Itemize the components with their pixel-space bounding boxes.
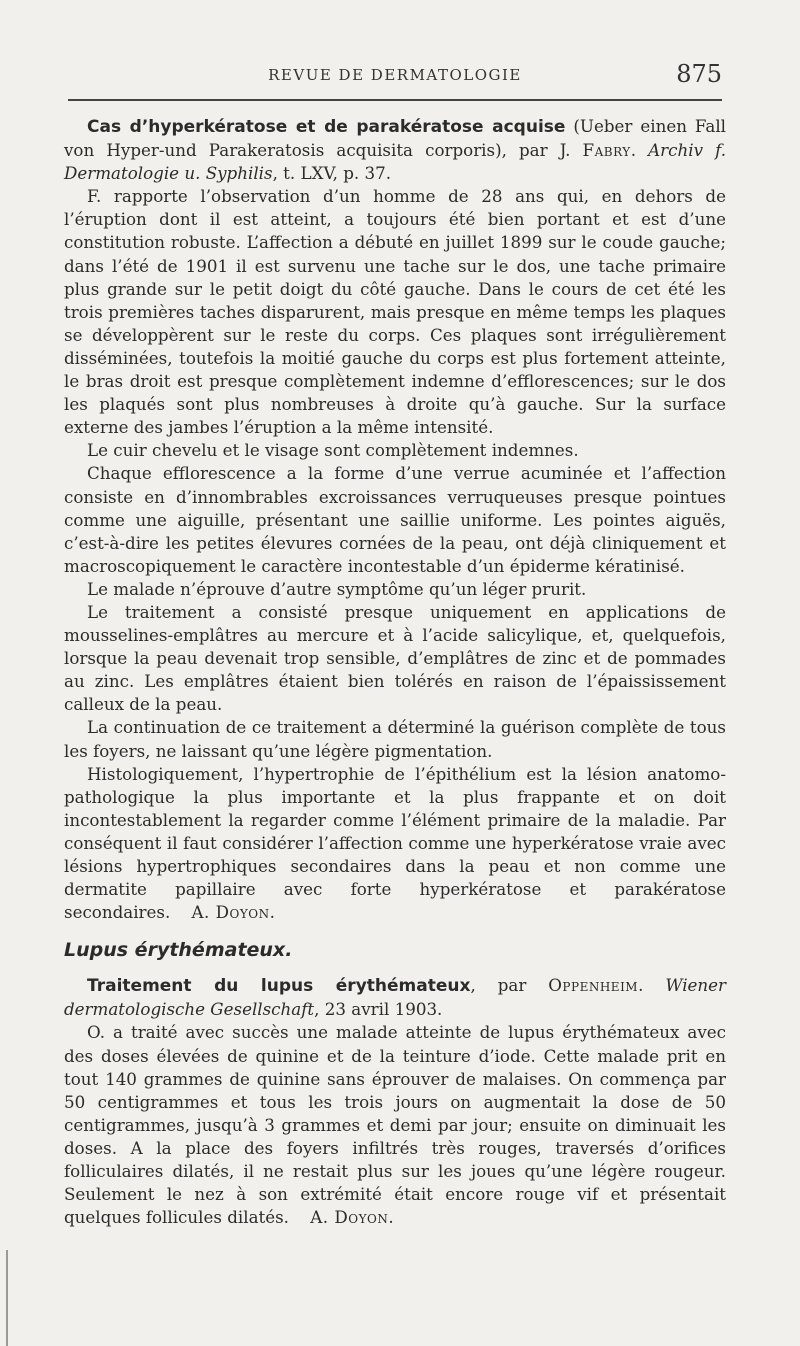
article1-paragraph-2: Le cuir chevelu et le visage sont complètement indemnes. (87, 440, 579, 461)
article1-ref-end: , t. LXV, p. 37. (272, 163, 392, 184)
article1-paragraph-3: Chaque efflorescence a la forme d’une verrue acuminée et l’affection consiste en d’innombrables excroissances verruqueuses presque pointues comme une aiguille, présentant une saillie uniforme. Les pointes aiguës, c’est-à-dire les petites élevures cornées de la peau, ont déjà cliniquement et macroscopiquement le caractère incontestable d’un épiderme kératinisé. (64, 463, 726, 576)
article1-title: Cas d’hyperkératose et de parakératose acquise (87, 117, 566, 137)
article1-ref-intro: (Ueber einen Fall von Hyper-und Parakeratosis acquisita corporis), par J. (64, 116, 726, 161)
article2-paragraph-1 (64, 1021, 726, 1229)
article2-author: Oppenheim (548, 975, 639, 996)
margin-line (6, 1250, 8, 1346)
article2-ref-end: , 23 avril 1903. (314, 999, 443, 1020)
section-heading: Lupus érythémateux. (64, 939, 293, 962)
article1-paragraph-4: Le malade n’éprouve d’autre symptôme qu’un léger prurit. (87, 578, 587, 599)
article1-paragraph-6: La continuation de ce traitement a déterminé la guérison complète de tous les foyers, ne laissant qu’une légère pigmentation. (64, 717, 726, 761)
page-header (68, 58, 722, 92)
page-content (64, 115, 726, 1229)
article2-paragraph-1-text: O. a traité avec succès une malade atteinte de lupus érythémateux avec des doses élevées de quinine et de la teinture d’iode. Cette malade prit en tout 140 grammes de quinine sans éprouver de malaises. On commença par 50 centigrammes et tous les trois jours on augmentait la dose de 50 centigrammes, jusqu’à 3 grammes et demi par jour; ensuite on diminuait les doses. A la place des foyers infiltrés très rouges, traversés d’orifices folliculaires dilatés, il ne restait plus sur les joues qu’une légère rougeur. Seulement le nez à son extrémité était encore rouge vif et présentait quelques follicules dilatés. (64, 1022, 726, 1228)
article2-journal: Wiener dermatologische Gesellschaft (64, 975, 727, 1020)
article2-reference (64, 974, 726, 1021)
article1-paragraph-1: F. rapporte l’observation d’un homme de 28 ans qui, en dehors de l’éruption dont il est atteint, a toujours été bien portant et est d’une constitution robuste. L’affection a débuté en juillet 1899 sur le coude gauche; dans l’été de 1901 il est survenu une tache sur le dos, une tache primaire plus grande sur le petit doigt du côté gauche. Dans le cours de cet été les trois premières taches disparurent, mais presque en même temps les plaques se développèrent sur le reste du corps. Ces plaques sont irrégulièrement disséminées, toutefois la moitié gauche du corps est plus fortement atteinte, le bras droit est presque complètement indemne d’efflorescences; sur le dos les plaqués sont plus nombreuses à droite qu’à gauche. Sur la surface externe des jambes l’éruption a la même intensité. (64, 186, 726, 438)
article1-signature: A. Doyon. (191, 902, 276, 923)
page-number: 875 (676, 60, 722, 88)
header-rule (68, 99, 722, 101)
article1-paragraph-5: Le traitement a consisté presque uniquement en applications de mousselines-emplâtres au mercure et à l’acide salicylique, et, quelquefois, lorsque la peau devenait trop sensible, d’emplâtres de zinc et de pommades au zinc. Les emplâtres étaient bien tolérés en raison de l’épaississement calleux de la peau. (64, 601, 726, 715)
article2-ref-intro: , par (470, 975, 549, 996)
article1-paragraph-7-text: Histologiquement, l’hypertrophie de l’épithélium est la lésion anatomo-pathologique la plus importante et la plus frappante et on doit incontestablement la regarder comme l’élément primaire de la maladie. Par conséquent il faut considérer l’affection comme une hyperkératose vraie avec lésions hypertrophiques secondaires dans la peau et non comme une dermatite papillaire avec forte hyperkératose et parakératose secondaires. (64, 763, 726, 923)
article1-paragraph-7 (64, 763, 726, 925)
running-title: REVUE DE DERMATOLOGIE (268, 66, 522, 84)
article2-signature: A. Doyon. (310, 1207, 395, 1228)
article1-ref-sep: . (630, 140, 649, 161)
article1-journal: Archiv f. Dermatologie u. Syphilis (64, 140, 727, 184)
article2-ref-sep: . (638, 975, 666, 996)
article2-title: Traitement du lupus érythémateux (87, 976, 471, 997)
article1-author: Fabry (582, 140, 631, 161)
article1-reference (64, 115, 726, 185)
